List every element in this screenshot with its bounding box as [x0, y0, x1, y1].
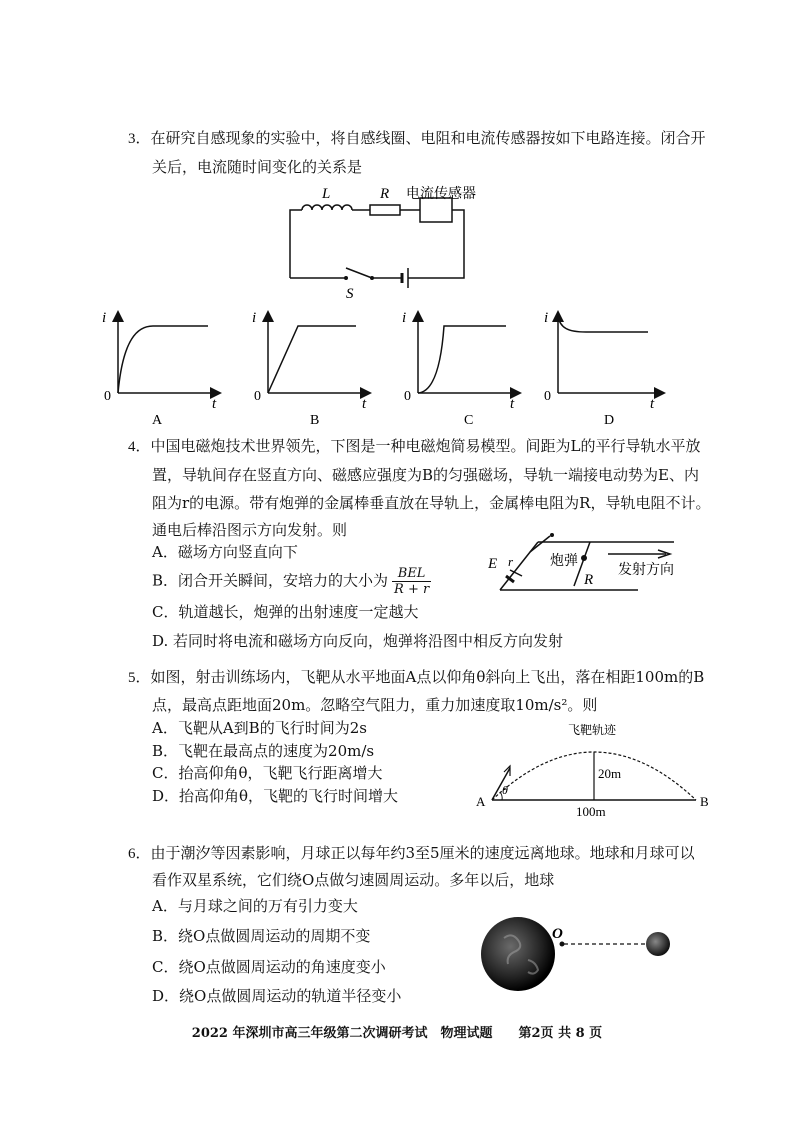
svg-text:0: 0 [104, 389, 111, 404]
inductor-label: L [322, 186, 331, 202]
graph-d [544, 310, 660, 428]
q5-line2: 点，最高点距地面20m。忽略空气阻力，重力加速度取10m/s²。则 [152, 696, 598, 714]
q3-line2: 关后，电流随时间变化的关系是 [152, 158, 363, 176]
q6-option-d: D．绕O点做圆周运动的轨道半径变小 [152, 987, 402, 1005]
svg-text:R: R [584, 572, 594, 588]
railgun-diagram [488, 528, 688, 598]
svg-text:i: i [102, 310, 107, 326]
svg-text:0: 0 [544, 389, 551, 404]
q5-option-a: A．飞靶从A到B的飞行时间为2s [152, 719, 367, 737]
q6-option-b: B．绕O点做圆周运动的周期不变 [152, 927, 371, 945]
graph-a-letter: A [152, 413, 163, 428]
svg-text:t: t [362, 396, 367, 412]
page-footer: 2022 年深圳市高三年级第二次调研考试 物理试题 第2页 共 8 页 [191, 1026, 603, 1041]
svg-text:θ: θ [502, 783, 508, 797]
graph-a [102, 310, 217, 428]
current-graphs [98, 308, 678, 428]
svg-text:t: t [510, 396, 515, 412]
svg-text:炮弹: 炮弹 [550, 554, 578, 569]
q6-option-a: A．与月球之间的万有引力变大 [152, 897, 358, 915]
q4-option-b: B．闭合开关瞬间，安培力的大小为 $\frac{\text{BEL}}{R + r}$ [152, 566, 430, 597]
sensor-label: 电流传感器 [406, 187, 476, 202]
svg-text:E: E [488, 556, 498, 572]
circuit-diagram [280, 180, 480, 300]
svg-text:发射方向: 发射方向 [618, 563, 674, 578]
q5-line1: 5．如图，射击训练场内，飞靶从水平地面A点以仰角θ斜向上飞出，落在相距100m的B [128, 668, 705, 686]
q5-option-c: C．抬高仰角θ，飞靶飞行距离增大 [152, 764, 383, 782]
earth-moon-diagram [476, 908, 686, 1000]
q4-line3: 阻为r的电源。带有炮弹的金属棒垂直放在导轨上，金属棒电阻为R，导轨电阻不计。 [152, 494, 711, 512]
q5-option-d: D．抬高仰角θ，飞靶的飞行时间增大 [152, 787, 399, 805]
trajectory-title: 飞靶轨迹 [568, 723, 617, 737]
q6-line2: 看作双星系统，它们绕O点做匀速圆周运动。多年以后，地球 [152, 871, 555, 889]
switch-label: S [346, 286, 354, 300]
svg-text:0: 0 [404, 389, 411, 404]
svg-text:O: O [552, 926, 563, 942]
q4-line2: 置，导轨间存在竖直方向、磁感应强度为B的匀强磁场，导轨一端接电动势为E、内 [152, 466, 699, 484]
svg-text:0: 0 [254, 389, 261, 404]
graph-c [402, 310, 516, 428]
q4-line1: 4．中国电磁炮技术世界领先，下图是一种电磁炮简易模型。间距为L的平行导轨水平放 [128, 437, 701, 455]
svg-text:t: t [212, 396, 217, 412]
svg-text:r: r [508, 554, 514, 569]
graph-b-letter: B [310, 413, 320, 428]
svg-text:i: i [252, 310, 257, 326]
q4-option-c: C．轨道越长，炮弹的出射速度一定越大 [152, 603, 419, 621]
svg-text:t: t [650, 396, 655, 412]
earth-icon [481, 917, 555, 991]
graph-d-letter: D [604, 413, 615, 428]
moon-icon [646, 932, 670, 956]
trajectory-diagram [470, 716, 720, 820]
resistor-label: R [380, 186, 390, 202]
q6-option-c: C．绕O点做圆周运动的角速度变小 [152, 958, 386, 976]
svg-text:100m: 100m [576, 804, 606, 819]
svg-text:20m: 20m [598, 766, 622, 781]
q4-option-d: D. 若同时将电流和磁场方向反向，炮弹将沿图中相反方向发射 [152, 632, 564, 650]
svg-text:i: i [544, 310, 549, 326]
q6-line1: 6．由于潮汐等因素影响，月球正以每年约3至5厘米的速度远离地球。地球和月球可以 [128, 844, 695, 862]
q4-option-a: A．磁场方向竖直向下 [152, 543, 298, 561]
svg-text:i: i [402, 310, 407, 326]
q4-line4: 通电后棒沿图示方向发射。则 [152, 521, 348, 539]
q3-line1: 3．在研究自感现象的实验中，将自感线圈、电阻和电流传感器按如下电路连接。闭合开 [128, 129, 706, 147]
svg-text:B: B [700, 794, 709, 809]
graph-c-letter: C [464, 413, 474, 428]
svg-text:A: A [476, 794, 486, 809]
q5-option-b: B．飞靶在最高点的速度为20m/s [152, 742, 375, 760]
graph-b [252, 310, 367, 428]
